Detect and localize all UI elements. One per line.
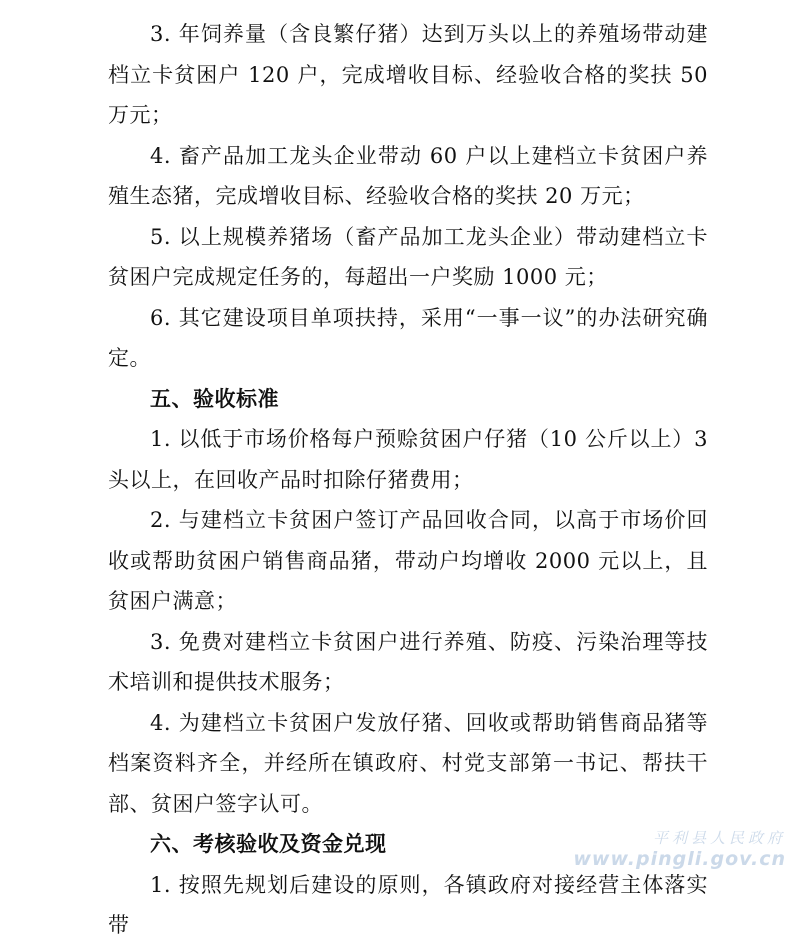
document-body [108, 14, 708, 946]
watermark-url: www.pingli.gov.cn [573, 848, 786, 870]
section-heading-6: 六、考核验收及资金兑现 [150, 832, 387, 856]
paragraph-criteria-1: 1. 以低于市场价格每户预赊贫困户仔猪（10 公斤以上）3 头以上，在回收产品时扣除仔猪费用； [108, 427, 708, 492]
section-heading-5: 五、验收标准 [150, 386, 279, 411]
paragraph-criteria-4: 4. 为建档立卡贫困户发放仔猪、回收或帮助销售商品猪等档案资料齐全，并经所在镇政府、村党支部第一书记、帮扶干部、贫困户签字认可。 [108, 710, 708, 816]
paragraph-criteria-3: 3. 免费对建档立卡贫困户进行养殖、防疫、污染治理等技术培训和提供技术服务； [108, 629, 708, 694]
paragraph-item-5: 5. 以上规模养猪场（畜产品加工龙头企业）带动建档立卡贫困户完成规定任务的，每超出一户奖励 1000 元； [108, 224, 708, 289]
site-watermark [573, 827, 786, 870]
paragraph-assessment-1: 1. 按照先规划后建设的原则，各镇政府对接经营主体落实带 [108, 872, 708, 937]
paragraph-item-3: 3. 年饲养量（含良繁仔猪）达到万头以上的养殖场带动建档立卡贫困户 120 户，完成增收目标、经验收合格的奖扶 50 万元； [108, 22, 708, 127]
paragraph-criteria-2: 2. 与建档立卡贫困户签订产品回收合同，以高于市场价回收或帮助贫困户销售商品猪，带动户均增收 2000 元以上，且贫困户满意； [108, 508, 708, 613]
paragraph-item-4: 4. 畜产品加工龙头企业带动 60 户以上建档立卡贫困户养殖生态猪，完成增收目标、经验收合格的奖扶 20 万元； [108, 143, 708, 208]
watermark-site-name: 平利县人民政府 [652, 829, 786, 847]
paragraph-item-6: 6. 其它建设项目单项扶持，采用“一事一议”的办法研究确定。 [108, 305, 708, 370]
